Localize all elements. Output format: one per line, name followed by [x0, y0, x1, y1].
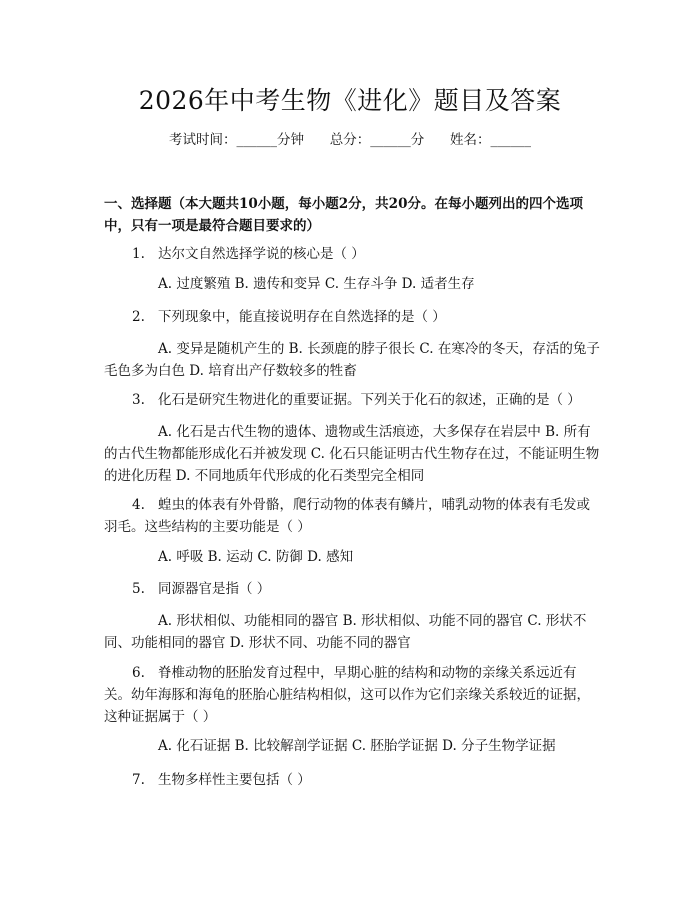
section-heading: 一、选择题（本大题共10小题，每小题2分，共20分。在每小题列出的四个选项中，只有一项是最符合题目要求的）	[104, 196, 583, 234]
question-6-options: A. 化石证据 B. 比较解剖学证据 C. 胚胎学证据 D. 分子生物学证据	[158, 738, 556, 754]
question-number: 6.	[132, 665, 145, 681]
question-2-options: A. 变异是随机产生的 B. 长颈鹿的脖子很长 C. 在寒冷的冬天，存活的兔子毛色多为白色 D. 培育出产仔数较多的牲畜	[104, 341, 600, 379]
question-number: 1.	[132, 246, 145, 262]
question-number: 4.	[132, 497, 145, 513]
question-7	[104, 769, 602, 791]
question-5	[104, 578, 602, 600]
question-4	[104, 494, 602, 538]
question-stem: 脊椎动物的胚胎发育过程中，早期心脏的结构和动物的亲缘关系远近有关。幼年海豚和海龟的胚胎心脏结构相似，这可以作为它们亲缘关系较近的证据，这种证据属于（ ）	[104, 665, 590, 725]
document-title: 2026年中考生物《进化》题目及答案	[138, 86, 562, 115]
question-3-options: A. 化石是古代生物的遗体、遗物或生活痕迹，大多保存在岩层中 B. 所有的古代生物都能形成化石并被发现 C. 化石只能证明古代生物存在过，不能证明生物的进化历程 D. 不同地质年代形成的化石类型完全相同	[104, 424, 600, 484]
question-4-options: A. 呼吸 B. 运动 C. 防御 D. 感知	[158, 549, 354, 565]
question-1	[104, 243, 602, 265]
question-stem: 下列现象中，能直接说明存在自然选择的是（ ）	[158, 309, 446, 325]
question-stem: 蝗虫的体表有外骨骼，爬行动物的体表有鳞片，哺乳动物的体表有毛发或羽毛。这些结构的主要功能是（ ）	[104, 497, 590, 535]
question-stem: 达尔文自然选择学说的核心是（ ）	[158, 246, 365, 262]
question-3	[104, 389, 602, 411]
question-number: 3.	[132, 392, 145, 408]
question-number: 2.	[132, 309, 145, 325]
question-1-options: A. 过度繁殖 B. 遗传和变异 C. 生存斗争 D. 适者生存	[158, 276, 475, 292]
question-2	[104, 306, 602, 328]
question-stem: 化石是研究生物进化的重要证据。下列关于化石的叙述，正确的是（ ）	[158, 392, 581, 408]
question-number: 7.	[132, 772, 145, 788]
exam-info-line: 考试时间：______分钟 总分：______分 姓名：______	[169, 132, 531, 148]
question-stem: 生物多样性主要包括（ ）	[158, 772, 311, 788]
question-stem: 同源器官是指（ ）	[158, 581, 271, 597]
question-number: 5.	[132, 581, 145, 597]
question-6	[104, 662, 602, 728]
question-5-options: A. 形状相似、功能相同的器官 B. 形状相似、功能不同的器官 C. 形状不同、功能相同的器官 D. 形状不同、功能不同的器官	[104, 613, 587, 651]
